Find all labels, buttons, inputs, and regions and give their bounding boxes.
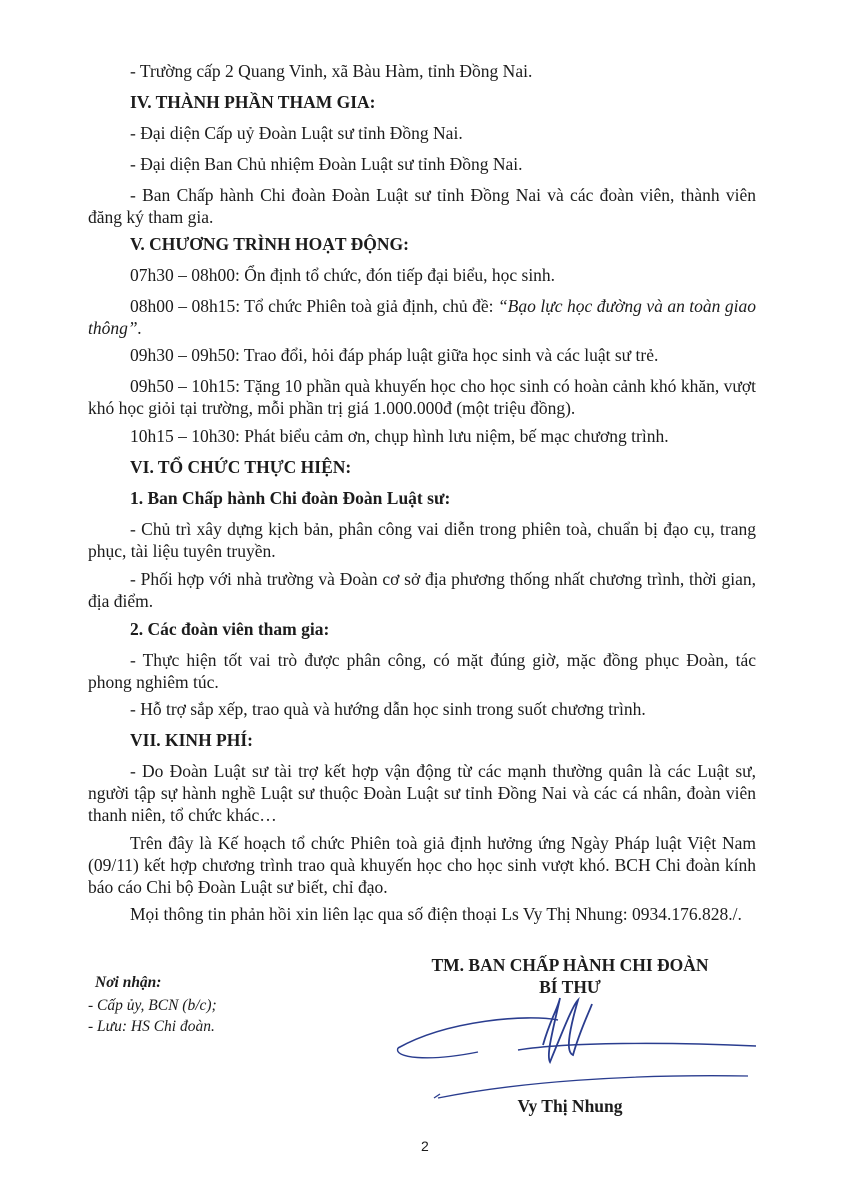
- signature-title: TM. BAN CHẤP HÀNH CHI ĐOÀN: [431, 955, 709, 975]
- section-5-heading: V. CHƯƠNG TRÌNH HOẠT ĐỘNG:: [130, 234, 409, 254]
- schedule-item: 09h30 – 09h50: Trao đổi, hỏi đáp pháp luật giữa học sinh và các luật sư trẻ.: [130, 345, 659, 365]
- list-item: - Đại diện Ban Chủ nhiệm Đoàn Luật sư tỉnh Đồng Nai.: [130, 154, 523, 174]
- closing-paragraph: Trên đây là Kế hoạch tổ chức Phiên toà giả định hưởng ứng Ngày Pháp luật Việt Nam (09/11) kết hợp chương trình trao quà khuyến học cho học sinh vượt khó. BCH Chi đoàn kính báo cáo Chi bộ Đoàn Luật sư biết, chỉ đạo.: [88, 833, 756, 897]
- list-item: - Đại diện Cấp uỷ Đoàn Luật sư tỉnh Đồng Nai.: [130, 123, 463, 143]
- subsection-heading: 2. Các đoàn viên tham gia:: [130, 619, 330, 639]
- subsection-heading: 1. Ban Chấp hành Chi đoàn Đoàn Luật sư:: [130, 488, 451, 508]
- recipient-item: - Lưu: HS Chi đoàn.: [88, 1018, 215, 1035]
- list-item: - Hỗ trợ sắp xếp, trao quà và hướng dẫn học sinh trong suốt chương trình.: [130, 699, 646, 719]
- contact-paragraph: Mọi thông tin phản hồi xin liên lạc qua số điện thoại Ls Vy Thị Nhung: 0934.176.828./.: [130, 904, 742, 924]
- schedule-item: 07h30 – 08h00: Ổn định tổ chức, đón tiếp đại biểu, học sinh.: [130, 265, 556, 285]
- list-item: - Thực hiện tốt vai trò được phân công, có mặt đúng giờ, mặc đồng phục Đoàn, tác phong nghiêm túc.: [88, 650, 756, 692]
- list-item: - Phối hợp với nhà trường và Đoàn cơ sở địa phương thống nhất chương trình, thời gian, địa điểm.: [88, 569, 756, 611]
- page-number: 2: [421, 1138, 429, 1154]
- schedule-item: 09h50 – 10h15: Tặng 10 phần quà khuyến học cho học sinh có hoàn cảnh khó khăn, vượt khó học giỏi tại trường, mỗi phần trị giá 1.000.000đ (một triệu đồng).: [88, 376, 756, 418]
- section-4-heading: IV. THÀNH PHẦN THAM GIA:: [130, 92, 376, 112]
- handwritten-signature: [368, 990, 758, 1110]
- signer-name: Vy Thị Nhung: [517, 1096, 623, 1116]
- schedule-item: [88, 295, 756, 339]
- recipient-item: - Cấp ủy, BCN (b/c);: [88, 997, 217, 1014]
- schedule-item: 10h15 – 10h30: Phát biểu cảm ơn, chụp hình lưu niệm, bế mạc chương trình.: [130, 426, 669, 446]
- section-6-heading: VI. TỔ CHỨC THỰC HIỆN:: [130, 457, 352, 477]
- schedule-item-text: 08h00 – 08h15: Tổ chức Phiên toà giả định, chủ đề:: [130, 296, 498, 316]
- funding-text: - Do Đoàn Luật sư tài trợ kết hợp vận động từ các mạnh thường quân là các Luật sư, người tập sự hành nghề Luật sư thuộc Đoàn Luật sư tỉnh Đồng Nai và các cá nhân, đoàn viên thanh niên, tổ chức khác…: [88, 761, 756, 825]
- location-item: - Trường cấp 2 Quang Vinh, xã Bàu Hàm, tỉnh Đồng Nai.: [130, 61, 533, 81]
- list-item: - Chủ trì xây dựng kịch bản, phân công vai diễn trong phiên toà, chuẩn bị đạo cụ, trang phục, tài liệu tuyên truyền.: [88, 519, 756, 561]
- signature-position: BÍ THƯ: [539, 977, 601, 997]
- list-item: - Ban Chấp hành Chi đoàn Đoàn Luật sư tỉnh Đồng Nai và các đoàn viên, thành viên đăng ký tham gia.: [88, 185, 756, 227]
- recipients-label: Nơi nhận:: [95, 974, 162, 991]
- schedule-topic: “Bạo lực học đường và an toàn giao thông”.: [88, 296, 756, 338]
- section-7-heading: VII. KINH PHÍ:: [130, 730, 253, 750]
